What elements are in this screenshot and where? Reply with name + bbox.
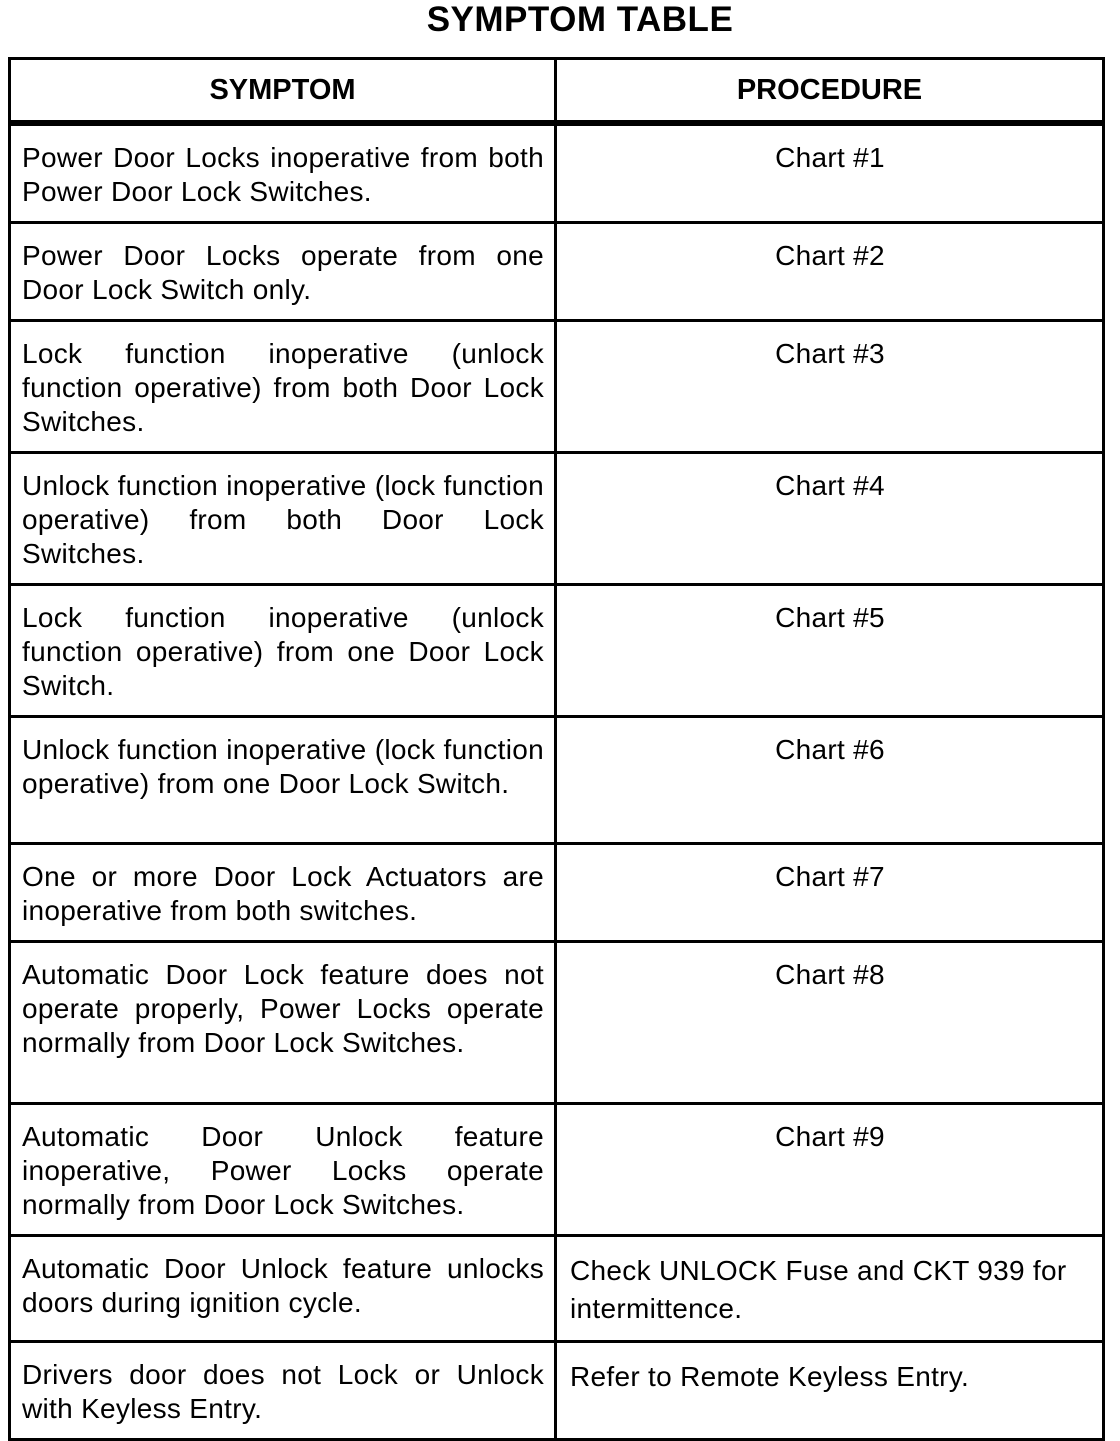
- symptom-cell: Power Door Locks operate from one Door Lock Switch only.: [10, 223, 556, 321]
- symptom-cell: Automatic Door Lock feature does not operate properly, Power Locks operate normally from Door Lock Switches.: [10, 942, 556, 1104]
- table-row: [10, 223, 1104, 321]
- procedure-cell: Chart #4: [556, 453, 1104, 585]
- table-row: [10, 942, 1104, 1104]
- symptom-cell: Automatic Door Unlock feature unlocks doors during ignition cycle.: [10, 1236, 556, 1342]
- procedure-cell: Chart #2: [556, 223, 1104, 321]
- symptom-cell: Power Door Locks inoperative from both Power Door Lock Switches.: [10, 123, 556, 223]
- table-row: [10, 321, 1104, 453]
- symptom-cell: Lock function inoperative (unlock function operative) from one Door Lock Switch.: [10, 585, 556, 717]
- procedure-cell: Chart #1: [556, 123, 1104, 223]
- column-header-procedure: PROCEDURE: [556, 59, 1104, 124]
- table-row: [10, 1342, 1104, 1440]
- procedure-cell: Chart #6: [556, 717, 1104, 844]
- table-row: [10, 123, 1104, 223]
- procedure-cell: Chart #9: [556, 1104, 1104, 1236]
- symptom-cell: Unlock function inoperative (lock function operative) from both Door Lock Switches.: [10, 453, 556, 585]
- table-header-row: [10, 59, 1104, 124]
- page-title: SYMPTOM TABLE: [426, 0, 734, 39]
- table-row: [10, 844, 1104, 942]
- procedure-cell: Chart #7: [556, 844, 1104, 942]
- symptom-cell: Unlock function inoperative (lock function operative) from one Door Lock Switch.: [10, 717, 556, 844]
- symptom-cell: Automatic Door Unlock feature inoperative, Power Locks operate normally from Door Lock Switches.: [10, 1104, 556, 1236]
- procedure-cell: Refer to Remote Keyless Entry.: [556, 1342, 1104, 1440]
- table-row: [10, 717, 1104, 844]
- procedure-cell: Chart #5: [556, 585, 1104, 717]
- column-header-symptom: SYMPTOM: [10, 59, 556, 124]
- procedure-cell: Chart #3: [556, 321, 1104, 453]
- table-row: [10, 1104, 1104, 1236]
- procedure-cell: Chart #8: [556, 942, 1104, 1104]
- table-row: [10, 585, 1104, 717]
- symptom-cell: Lock function inoperative (unlock function operative) from both Door Lock Switches.: [10, 321, 556, 453]
- symptom-table: [8, 57, 1105, 1441]
- procedure-cell: Check UNLOCK Fuse and CKT 939 for intermittence.: [556, 1236, 1104, 1342]
- table-row: [10, 1236, 1104, 1342]
- symptom-cell: One or more Door Lock Actuators are inoperative from both switches.: [10, 844, 556, 942]
- symptom-cell: Drivers door does not Lock or Unlock with Keyless Entry.: [10, 1342, 556, 1440]
- table-row: [10, 453, 1104, 585]
